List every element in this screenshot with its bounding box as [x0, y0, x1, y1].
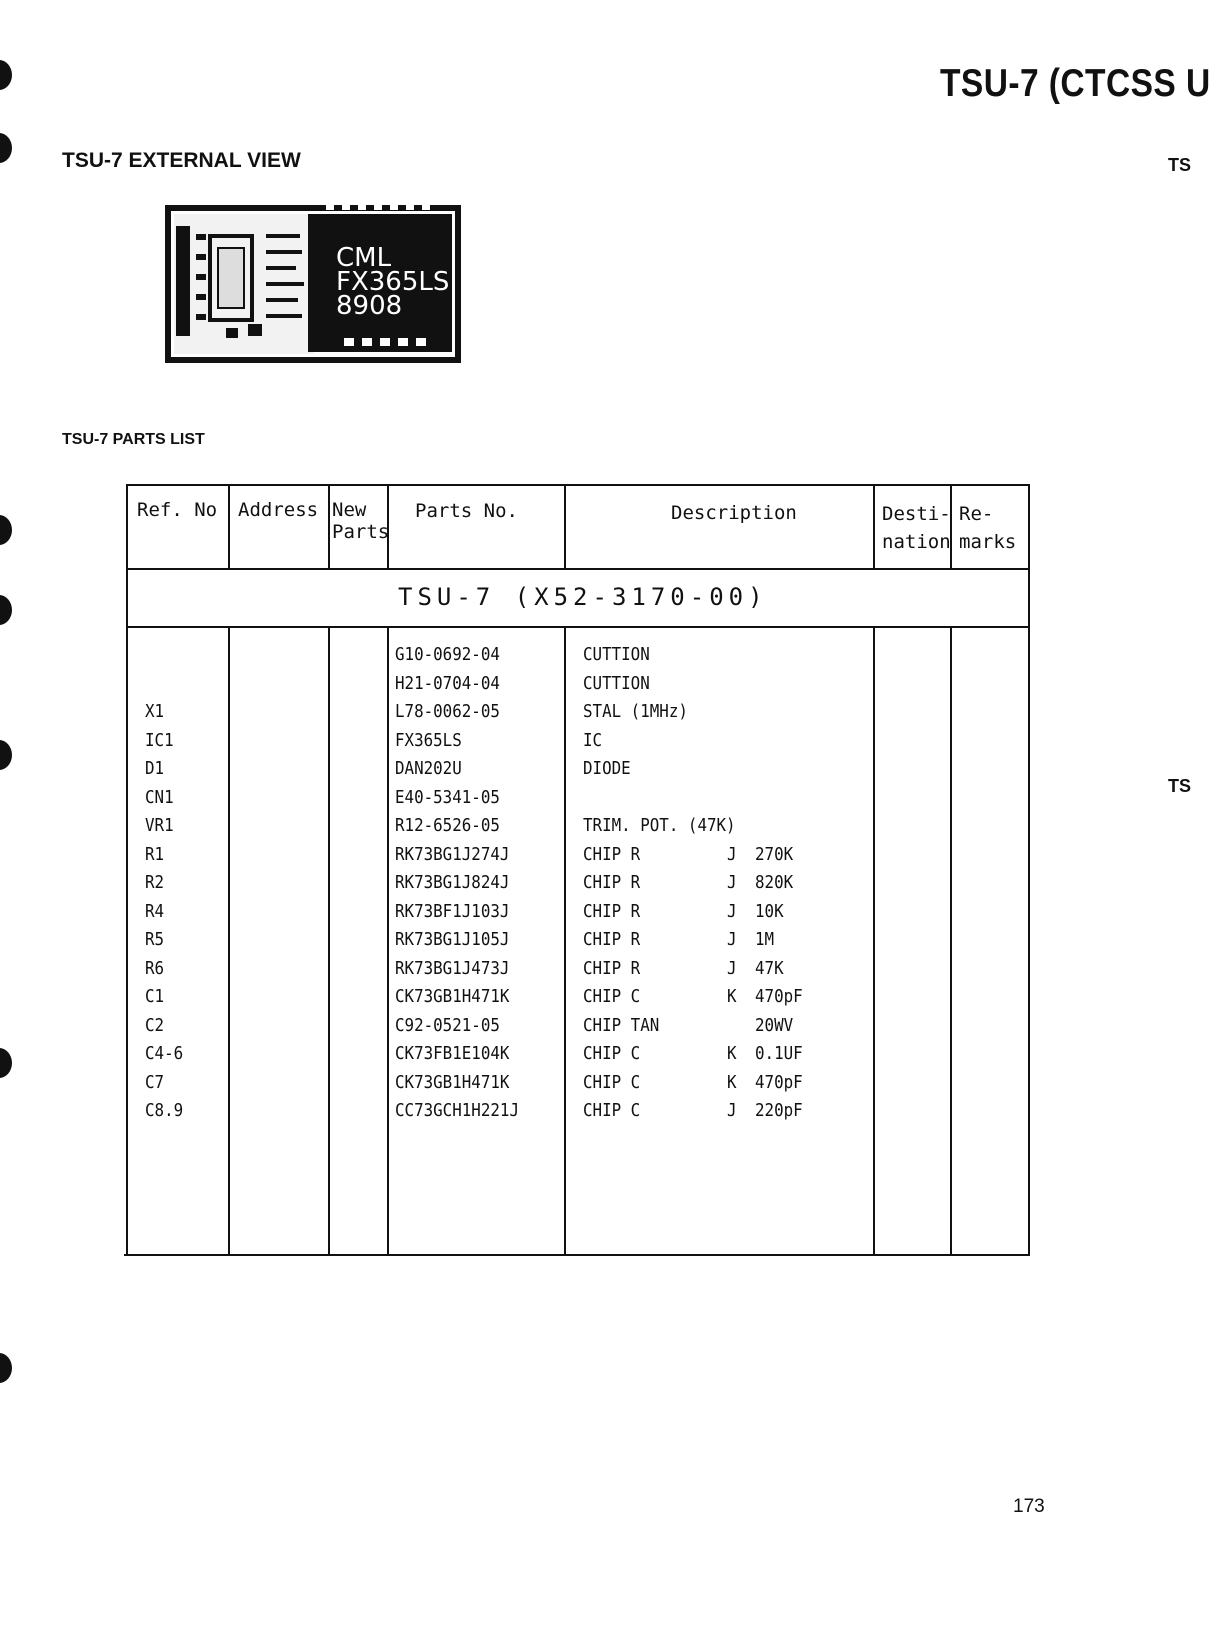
cell-description: CHIP R: [583, 900, 641, 922]
col-header-address: Address: [238, 499, 319, 521]
cell-part-no: G10-0692-04: [395, 644, 500, 665]
cell-value: 270K: [755, 843, 794, 865]
cell-ref-no: R4: [145, 900, 165, 922]
cell-tolerance: J: [727, 872, 737, 893]
cell-ref-no: R1: [145, 843, 165, 865]
cell-part-no: CK73GB1H471K: [395, 1071, 510, 1093]
cell-part-no: RK73BG1J274J: [395, 843, 510, 865]
cell-description: DIODE: [583, 758, 631, 779]
table-row: [128, 756, 1028, 785]
cell-description: CHIP C: [583, 1100, 641, 1121]
cell-ref-no: R2: [145, 872, 165, 893]
cell-value: 20WV: [755, 1014, 794, 1036]
col-header-parts: Parts No.: [415, 500, 518, 522]
binder-hole: [0, 60, 12, 90]
table-row: [128, 671, 1028, 700]
table-row: [128, 1013, 1028, 1042]
binder-hole: [0, 740, 12, 770]
cell-description: IC: [583, 729, 603, 751]
cell-part-no: H21-0704-04: [395, 672, 500, 694]
table-row: [128, 1041, 1028, 1070]
col-header-ref: Ref. No: [137, 499, 218, 521]
cell-tolerance: J: [727, 1100, 737, 1121]
cell-value: 470pF: [755, 1071, 803, 1093]
cell-description: CHIP R: [583, 957, 641, 979]
binder-hole: [0, 1353, 12, 1383]
col-header-remarks-2: marks: [959, 531, 1017, 553]
cell-part-no: RK73BF1J103J: [395, 900, 510, 922]
cell-description: CHIP C: [583, 1071, 641, 1093]
cell-part-no: RK73BG1J105J: [395, 929, 510, 950]
cell-value: 1M: [755, 929, 775, 950]
binder-hole: [0, 133, 12, 163]
cell-value: 47K: [755, 957, 784, 979]
col-header-remarks-1: Re-: [959, 503, 994, 525]
assembly-title: TSU-7 (X52-3170-00): [398, 583, 768, 611]
cell-part-no: CK73GB1H471K: [395, 986, 510, 1007]
cell-part-no: R12-6526-05: [395, 815, 500, 836]
page-number: 173: [1013, 1496, 1045, 1517]
table-row: [128, 870, 1028, 899]
cell-description: CHIP C: [583, 986, 641, 1007]
external-view-heading: TSU-7 EXTERNAL VIEW: [62, 149, 301, 172]
cell-ref-no: R6: [145, 957, 165, 979]
cell-value: 220pF: [755, 1100, 803, 1121]
cell-ref-no: C4-6: [145, 1043, 184, 1064]
col-header-destination-1: Desti-: [882, 503, 951, 525]
parts-rows: [128, 642, 1028, 1127]
col-header-description: Description: [671, 502, 797, 524]
edge-text-mid: TS: [1168, 776, 1192, 796]
page-title: TSU-7 (CTCSS U: [940, 62, 1211, 105]
table-row: [128, 642, 1028, 671]
col-header-new-1: New: [332, 499, 367, 521]
table-row: [128, 785, 1028, 814]
cell-description: CHIP R: [583, 929, 641, 950]
table-row: [128, 984, 1028, 1013]
cell-ref-no: C2: [145, 1014, 165, 1036]
table-row: [128, 1098, 1028, 1127]
edge-text-top: TS: [1168, 155, 1192, 175]
cell-ref-no: D1: [145, 758, 165, 779]
cell-ref-no: IC1: [145, 729, 174, 751]
cell-ref-no: C8.9: [145, 1100, 184, 1121]
binder-hole: [0, 595, 12, 625]
cell-tolerance: K: [727, 986, 737, 1007]
cell-tolerance: J: [727, 957, 737, 979]
cell-description: CHIP R: [583, 872, 641, 893]
col-header-destination-2: nation: [882, 531, 951, 553]
cell-part-no: C92-0521-05: [395, 1014, 500, 1036]
cell-description: TRIM. POT. (47K): [583, 815, 736, 836]
cell-value: 10K: [755, 900, 784, 922]
cell-part-no: E40-5341-05: [395, 786, 500, 808]
cell-description: STAL (1MHz): [583, 701, 688, 722]
cell-tolerance: K: [727, 1071, 737, 1093]
cell-description: CUTTION: [583, 644, 650, 665]
cell-part-no: L78-0062-05: [395, 701, 500, 722]
cell-part-no: RK73BG1J473J: [395, 957, 510, 979]
table-row: [128, 1070, 1028, 1099]
cell-part-no: FX365LS: [395, 729, 462, 751]
chip-line-2: FX365LS: [336, 267, 450, 297]
cell-part-no: CC73GCH1H221J: [395, 1100, 519, 1121]
cell-description: CUTTION: [583, 672, 650, 694]
cell-description: CHIP R: [583, 843, 641, 865]
binder-hole: [0, 1048, 12, 1078]
cell-value: 820K: [755, 872, 794, 893]
chip-line-1: CML: [336, 243, 392, 273]
cell-value: 470pF: [755, 986, 803, 1007]
col-header-new-2: Parts: [332, 521, 390, 543]
binder-hole: [0, 515, 12, 545]
module-photo: [166, 204, 466, 366]
cell-ref-no: X1: [145, 701, 165, 722]
cell-ref-no: C7: [145, 1071, 165, 1093]
cell-tolerance: J: [727, 843, 737, 865]
table-row: [128, 927, 1028, 956]
table-row: [128, 699, 1028, 728]
cell-ref-no: CN1: [145, 786, 174, 808]
cell-description: CHIP C: [583, 1043, 641, 1064]
cell-part-no: CK73FB1E104K: [395, 1043, 510, 1064]
table-row: [128, 813, 1028, 842]
cell-tolerance: K: [727, 1043, 737, 1064]
cell-ref-no: C1: [145, 986, 165, 1007]
table-row: [128, 899, 1028, 928]
cell-tolerance: J: [727, 929, 737, 950]
cell-tolerance: J: [727, 900, 737, 922]
chip-line-3: 8908: [336, 291, 403, 321]
cell-value: 0.1UF: [755, 1043, 803, 1064]
cell-description: CHIP TAN: [583, 1014, 660, 1036]
table-row: [128, 956, 1028, 985]
parts-list-heading: TSU-7 PARTS LIST: [62, 431, 205, 448]
cell-ref-no: R5: [145, 929, 165, 950]
table-row: [128, 842, 1028, 871]
cell-part-no: RK73BG1J824J: [395, 872, 510, 893]
cell-part-no: DAN202U: [395, 758, 462, 779]
cell-ref-no: VR1: [145, 815, 174, 836]
table-row: [128, 728, 1028, 757]
